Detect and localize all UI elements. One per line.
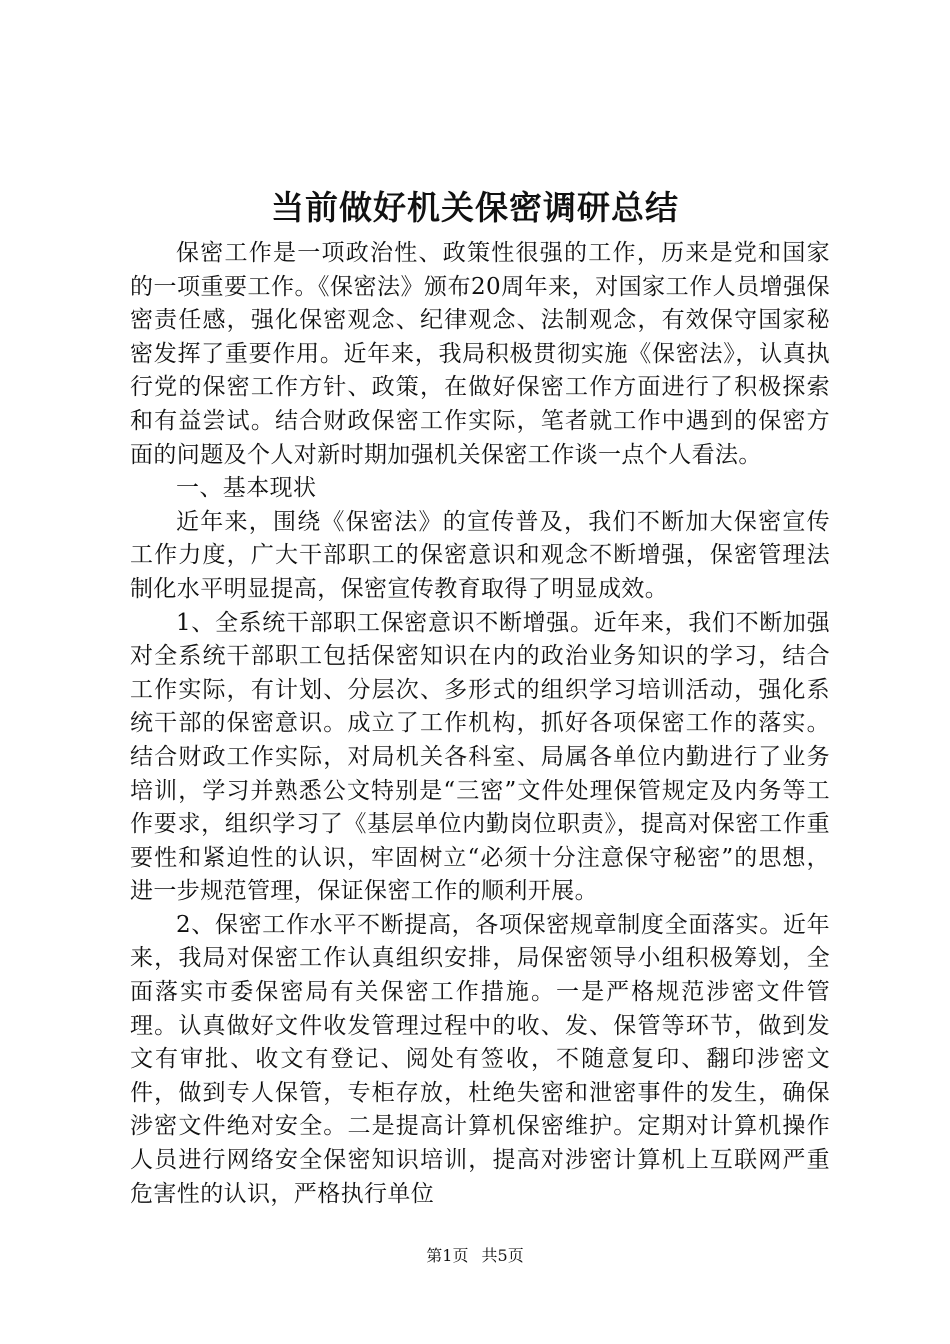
paragraph-point-1: 1、全系统干部职工保密意识不断增强。近年来，我们不断加强对全系统干部职工包括保密知识在内的政治业务知识的学习，结合工作实际，有计划、分层次、多形式的组织学习培训活动，强化系统干部的保密意识。成立了工作机构，抓好各项保密工作的落实。结合财政工作实际，对局机关各科室、局属各单位内勤进行了业务培训，学习并熟悉公文特别是“三密”文件处理保管规定及内务等工作要求，组织学习了《基层单位内勤岗位职责》，提高对保密工作重要性和紧迫性的认识，牢固树立“必须十分注意保守秘密”的思想，进一步规范管理，保证保密工作的顺利开展。 (130, 609, 830, 905)
document-title: 当前做好机关保密调研总结 (271, 188, 679, 227)
paragraph-point-2: 2、保密工作水平不断提高，各项保密规章制度全面落实。近年来，我局对保密工作认真组织安排，局保密领导小组积极筹划，全面落实市委保密局有关保密工作措施。一是严格规范涉密文件管理。认真做好文件收发管理过程中的收、发、保管等环节，做到发文有审批、收文有登记、阅处有签收，不随意复印、翻印涉密文件，做到专人保管，专柜存放，杜绝失密和泄密事件的发生，确保涉密文件绝对安全。二是提高计算机保密维护。定期对计算机操作人员进行网络安全保密知识培训，提高对涉密计算机上互联网严重危害性的认识，严格执行单位 (130, 911, 830, 1207)
page-total: 共5页 (481, 1246, 524, 1265)
page-footer (0, 1246, 950, 1266)
section-heading-basic-status: 一、基本现状 (176, 475, 317, 502)
paragraph-overview: 近年来，围绕《保密法》的宣传普及，我们不断加大保密宣传工作力度，广大干部职工的保密意识和观念不断增强，保密管理法制化水平明显提高，保密宣传教育取得了明显成效。 (130, 508, 830, 602)
document-body (130, 237, 830, 1211)
paragraph-intro: 保密工作是一项政治性、政策性很强的工作，历来是党和国家的一项重要工作。《保密法》颁布20周年来，对国家工作人员增强保密责任感，强化保密观念、纪律观念、法制观念，有效保守国家秘密发挥了重要作用。近年来，我局积极贯彻实施《保密法》，认真执行党的保密工作方针、政策，在做好保密工作方面进行了积极探索和有益尝试。结合财政保密工作实际，笔者就工作中遇到的保密方面的问题及个人对新时期加强机关保密工作谈一点个人看法。 (130, 240, 830, 468)
page-number: 第1页 (426, 1246, 469, 1265)
